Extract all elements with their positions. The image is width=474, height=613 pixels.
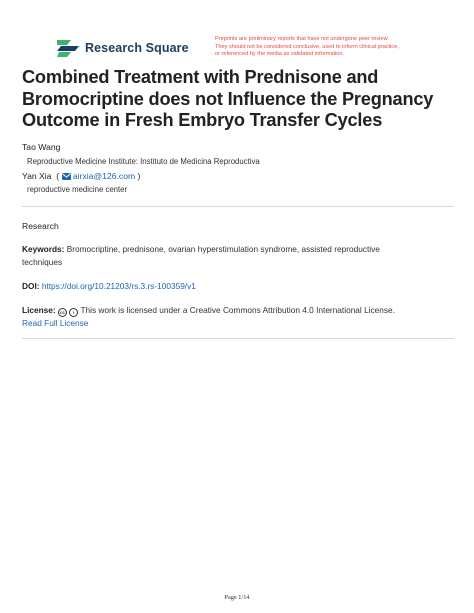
- title-line: Bromocriptine does not Influence the Pregnancy: [22, 88, 434, 109]
- creative-commons-icon: cc: [59, 310, 65, 315]
- author-affiliation: Reproductive Medicine Institute: Instituto de Medicina Reproductiva: [27, 157, 260, 166]
- author-affiliation: reproductive medicine center: [27, 185, 128, 194]
- section-divider: [22, 338, 454, 339]
- paper-title: [22, 67, 462, 132]
- disclaimer-line: They should not be considered conclusive, used to inform clinical practice,: [215, 43, 399, 50]
- license-text: This work is licensed under a Creative Commons Attribution 4.0 International License.: [80, 305, 395, 315]
- read-full-license-link[interactable]: Read Full License: [22, 318, 89, 328]
- email-open-paren: (: [56, 171, 60, 181]
- keywords-text-continued: techniques: [22, 256, 63, 267]
- disclaimer-line: Preprints are preliminary reports that have not undergone peer review.: [215, 36, 389, 42]
- envelope-icon: [62, 173, 71, 180]
- preprint-disclaimer: [215, 36, 455, 59]
- author-name[interactable]: Yan Xia: [22, 171, 52, 181]
- title-line: Outcome in Fresh Embryo Transfer Cycles: [22, 110, 383, 130]
- keywords: [22, 243, 442, 268]
- license-label: License:: [22, 305, 56, 315]
- author-name[interactable]: Tao Wang: [22, 142, 61, 152]
- attribution-icon: i: [69, 308, 78, 317]
- section-divider: [22, 206, 454, 207]
- doi-label: DOI:: [22, 281, 40, 291]
- page-header: [0, 0, 474, 60]
- license-block: [22, 304, 442, 330]
- doi-link[interactable]: https://doi.org/10.21203/rs.3.rs-100359/v1: [41, 281, 196, 291]
- logo-text: Research Square: [85, 41, 189, 55]
- doi-line: [22, 280, 442, 293]
- author-entry: [22, 171, 140, 181]
- author-email-link[interactable]: airxia@126.com: [72, 171, 136, 181]
- research-square-logo-icon: [57, 38, 79, 58]
- article-type: Research: [22, 221, 59, 231]
- page-number: Page 1/14: [224, 594, 250, 601]
- disclaimer-line: or referenced by the media as validated information.: [215, 51, 345, 58]
- keywords-text: Bromocriptine, prednisone, ovarian hyperstimulation syndrome, assisted reproductive: [66, 244, 380, 254]
- keywords-label: Keywords:: [22, 244, 65, 254]
- research-square-logo[interactable]: [57, 38, 189, 58]
- email-close-paren: ): [137, 171, 141, 181]
- title-line: Combined Treatment with Prednisone and: [22, 67, 379, 87]
